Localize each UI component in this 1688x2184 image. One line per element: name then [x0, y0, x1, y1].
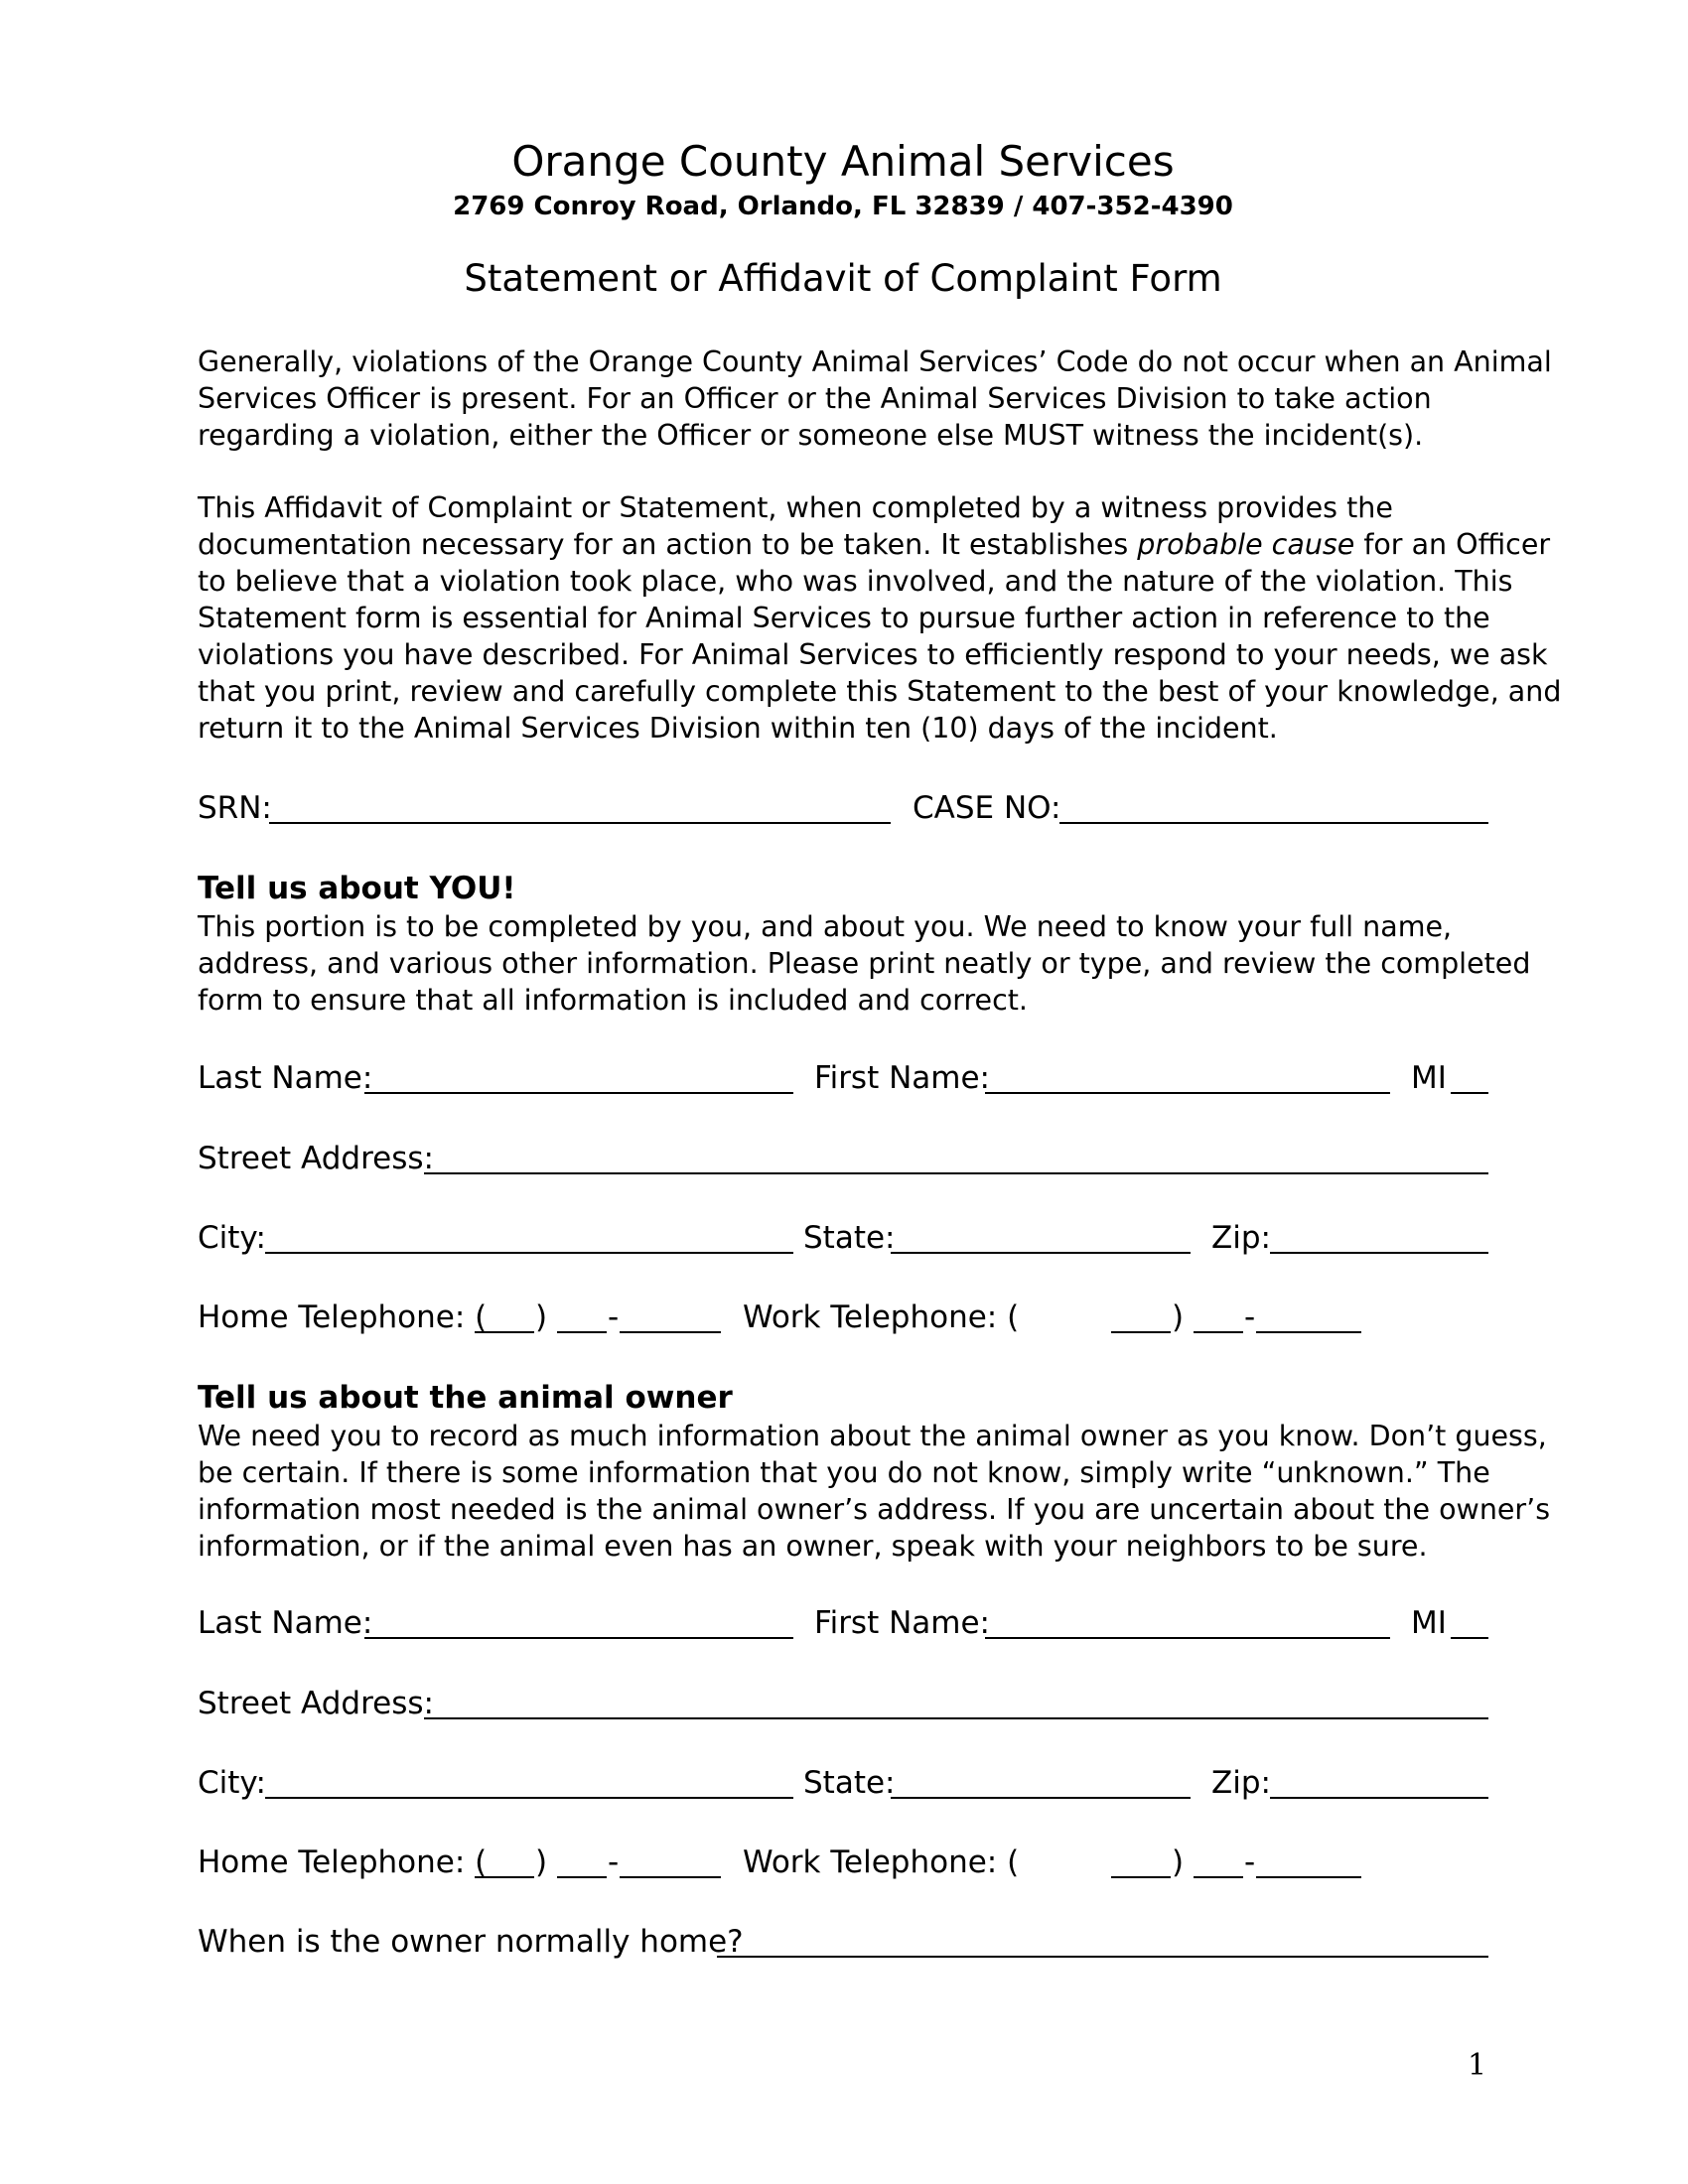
paragraph-line: return it to the Animal Services Division within ten (10) days of the incident.: [198, 712, 1278, 745]
paragraph-line: information most needed is the animal owner’s address. If you are uncertain about the owner’s: [198, 1493, 1551, 1526]
paragraph-line: This Affidavit of Complaint or Statement, when completed by a witness provides the: [198, 491, 1393, 524]
owner-home-when-row: [198, 1921, 1488, 1963]
paragraph-line: We need you to record as much information about the animal owner as you know. Don’t guess,: [198, 1420, 1547, 1452]
you-zip-field[interactable]: [1270, 1252, 1488, 1254]
you-section-instructions: [198, 908, 1531, 1019]
state-label: State:: [803, 1220, 896, 1256]
close-paren: ): [535, 1844, 548, 1880]
you-city-field[interactable]: [265, 1252, 793, 1254]
last-name-label: Last Name:: [198, 1605, 373, 1641]
zip-label: Zip:: [1211, 1765, 1271, 1801]
you-last-name-field[interactable]: [364, 1092, 793, 1094]
you-home-area-code-field[interactable]: [475, 1331, 534, 1333]
srn-field[interactable]: [269, 822, 891, 824]
form-title: Statement or Affidavit of Complaint Form: [464, 257, 1222, 300]
owner-mi-field[interactable]: [1451, 1637, 1488, 1639]
intro-paragraph-1: [198, 343, 1552, 454]
dash: -: [608, 1299, 620, 1335]
owner-city-row: [198, 1762, 1488, 1804]
you-state-field[interactable]: [891, 1252, 1191, 1254]
agency-title: Orange County Animal Services: [511, 137, 1175, 186]
zip-label: Zip:: [1211, 1220, 1271, 1256]
work-telephone-label: Work Telephone: (: [743, 1299, 1020, 1335]
first-name-label: First Name:: [814, 1060, 990, 1096]
case-no-field[interactable]: [1059, 822, 1488, 824]
owner-home-prefix-field[interactable]: [557, 1876, 607, 1878]
owner-state-field[interactable]: [891, 1797, 1191, 1799]
paragraph-line: form to ensure that all information is included and correct.: [198, 984, 1028, 1017]
paragraph-line: information, or if the animal even has an owner, speak with your neighbors to be sure.: [198, 1530, 1428, 1563]
dash: -: [1244, 1299, 1256, 1335]
owner-home-line-field[interactable]: [620, 1876, 721, 1878]
dash: -: [608, 1844, 620, 1880]
paragraph-line: [198, 526, 1551, 563]
case-no-label: CASE NO:: [913, 790, 1061, 826]
paragraph-line: violations you have described. For Animal Services to efficiently respond to your needs, we ask: [198, 638, 1548, 671]
owner-last-name-field[interactable]: [364, 1637, 793, 1639]
mi-label: MI: [1411, 1060, 1447, 1096]
you-street-field[interactable]: [424, 1172, 1488, 1174]
street-address-label: Street Address:: [198, 1686, 434, 1721]
mi-label: MI: [1411, 1605, 1447, 1641]
paragraph-line: Generally, violations of the Orange County Animal Services’ Code do not occur when an Animal: [198, 345, 1552, 378]
you-home-prefix-field[interactable]: [557, 1331, 607, 1333]
case-row: [198, 787, 1488, 829]
you-city-row: [198, 1217, 1488, 1259]
you-home-line-field[interactable]: [620, 1331, 721, 1333]
owner-work-area-code-field[interactable]: [1111, 1876, 1171, 1878]
first-name-label: First Name:: [814, 1605, 990, 1641]
owner-zip-field[interactable]: [1270, 1797, 1488, 1799]
paragraph-line: to believe that a violation took place, who was involved, and the nature of the violation. This: [198, 565, 1513, 598]
you-mi-field[interactable]: [1451, 1092, 1488, 1094]
owner-home-when-label: When is the owner normally home?: [198, 1924, 744, 1960]
owner-home-when-field[interactable]: [717, 1956, 1488, 1958]
paragraph-line: regarding a violation, either the Officer or someone else MUST witness the incident(s).: [198, 419, 1424, 452]
intro-paragraph-2: [198, 489, 1562, 747]
you-work-prefix-field[interactable]: [1194, 1331, 1243, 1333]
you-work-line-field[interactable]: [1256, 1331, 1361, 1333]
dash: -: [1244, 1844, 1256, 1880]
close-paren: ): [535, 1299, 548, 1335]
city-label: City:: [198, 1220, 266, 1256]
you-section-heading: Tell us about YOU!: [198, 871, 516, 906]
you-street-row: [198, 1138, 1488, 1179]
last-name-label: Last Name:: [198, 1060, 373, 1096]
close-paren: ): [1172, 1299, 1185, 1335]
close-paren: ): [1172, 1844, 1185, 1880]
you-phone-row: [198, 1297, 1488, 1338]
owner-home-area-code-field[interactable]: [475, 1876, 534, 1878]
owner-street-field[interactable]: [424, 1717, 1488, 1719]
city-label: City:: [198, 1765, 266, 1801]
you-name-row: [198, 1057, 1488, 1099]
home-telephone-label: Home Telephone: (: [198, 1299, 488, 1335]
paragraph-line: be certain. If there is some information that you do not know, simply write “unknown.” The: [198, 1456, 1490, 1489]
owner-work-prefix-field[interactable]: [1194, 1876, 1243, 1878]
home-telephone-label: Home Telephone: (: [198, 1844, 488, 1880]
you-first-name-field[interactable]: [985, 1092, 1390, 1094]
owner-section-instructions: [198, 1418, 1551, 1565]
owner-first-name-field[interactable]: [985, 1637, 1390, 1639]
owner-name-row: [198, 1602, 1488, 1644]
owner-phone-row: [198, 1842, 1488, 1883]
probable-cause-emphasis: probable cause: [1137, 528, 1355, 561]
paragraph-line: Services Officer is present. For an Officer or the Animal Services Division to take action: [198, 382, 1432, 415]
page-number: 1: [1468, 2048, 1487, 2083]
work-telephone-label: Work Telephone: (: [743, 1844, 1020, 1880]
you-work-area-code-field[interactable]: [1111, 1331, 1171, 1333]
paragraph-line: This portion is to be completed by you, and about you. We need to know your full name,: [198, 910, 1453, 943]
agency-address: 2769 Conroy Road, Orlando, FL 32839 / 407-352-4390: [453, 192, 1233, 221]
owner-section-heading: Tell us about the animal owner: [198, 1380, 733, 1416]
owner-work-line-field[interactable]: [1256, 1876, 1361, 1878]
owner-city-field[interactable]: [265, 1797, 793, 1799]
state-label: State:: [803, 1765, 896, 1801]
paragraph-line: that you print, review and carefully complete this Statement to the best of your knowledge, and: [198, 675, 1562, 708]
srn-label: SRN:: [198, 790, 272, 826]
paragraph-line: Statement form is essential for Animal Services to pursue further action in reference to the: [198, 602, 1490, 634]
owner-street-row: [198, 1683, 1488, 1724]
street-address-label: Street Address:: [198, 1141, 434, 1176]
paragraph-line: address, and various other information. Please print neatly or type, and review the completed: [198, 947, 1531, 980]
text-run: documentation necessary for an action to be taken. It establishes: [198, 528, 1138, 561]
text-run: for an Officer: [1354, 528, 1551, 561]
